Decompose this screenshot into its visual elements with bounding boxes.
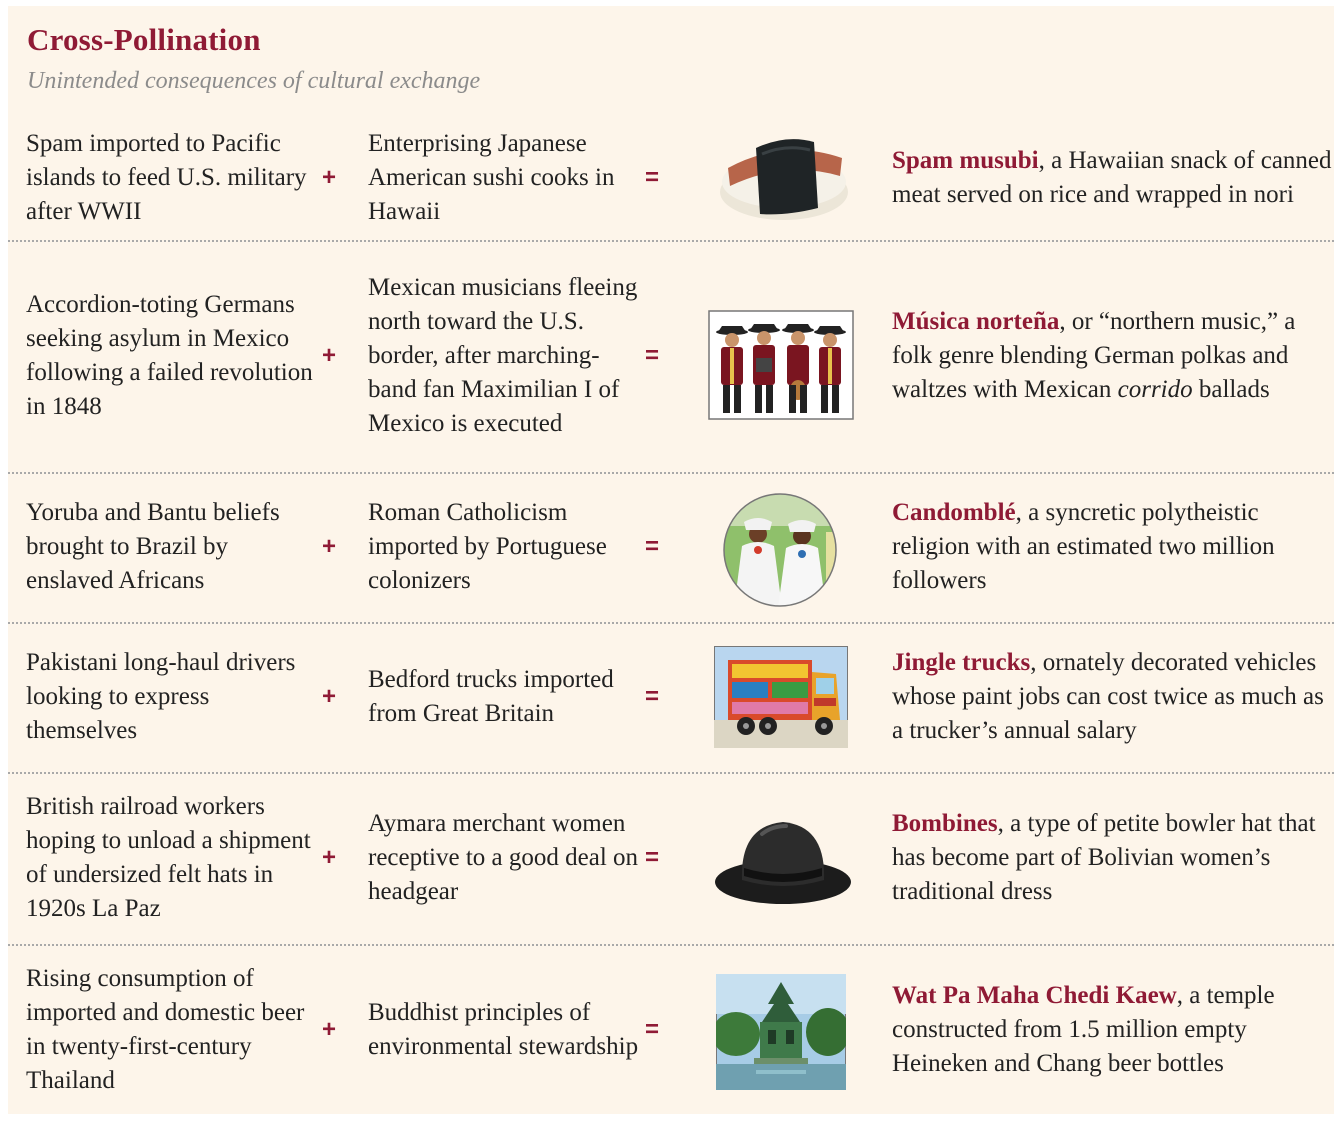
plus-sign: +: [322, 342, 337, 369]
spam-musubi-icon: [714, 120, 854, 230]
cause-first: Spam imported to Pacific islands to feed U.S. military after WWII: [26, 130, 307, 225]
cross-pollination-panel: [8, 6, 1334, 1114]
result-term: Spam musubi: [892, 147, 1039, 174]
cause-first: Accordion-toting Germans seeking asylum in Mexico following a failed revolution in 1848: [26, 291, 313, 420]
equals-sign: =: [645, 1016, 660, 1043]
cause-second: Mexican musicians fleeing north toward the U.S. border, after marching-band fan Maximilian I of Mexico is executed: [368, 274, 638, 437]
equals-sign: =: [645, 342, 660, 369]
cause-second: Roman Catholicism imported by Portuguese colonizers: [368, 499, 607, 594]
plus-sign: +: [322, 844, 337, 871]
cause-second: Bedford trucks imported from Great Britain: [368, 666, 614, 727]
table-row: [8, 116, 1334, 242]
result: [892, 144, 1332, 212]
result-description: , ornately decorated vehicles whose paint jobs can cost twice as much as a trucker’s annual salary: [892, 649, 1324, 744]
plus-sign: +: [322, 533, 337, 560]
table-row: [8, 472, 1334, 624]
result-description-after: ballads: [1192, 376, 1270, 403]
table-row: [8, 946, 1334, 1114]
result: [892, 305, 1332, 407]
result: [892, 496, 1332, 598]
result-description: , a syncretic polytheistic religion with an estimated two million followers: [892, 499, 1275, 594]
cause-first: Yoruba and Bantu beliefs brought to Brazil by enslaved Africans: [26, 499, 280, 594]
table-row: [8, 622, 1334, 774]
result: [892, 646, 1332, 748]
result: [892, 807, 1332, 909]
bottle-temple-icon: [716, 974, 846, 1090]
cause-second: Aymara merchant women receptive to a good deal on headgear: [368, 810, 639, 905]
cause-first: British railroad workers hoping to unload a shipment of undersized felt hats in 1920s La Paz: [26, 793, 311, 922]
table-row: [8, 240, 1334, 474]
page-title: Cross-Pollination: [27, 22, 261, 57]
candomble-dancers-icon: [722, 492, 838, 608]
result-term: Wat Pa Maha Chedi Kaew: [892, 982, 1177, 1009]
result-term: Música norteña: [892, 308, 1060, 335]
table-row: [8, 772, 1334, 946]
cause-first: Pakistani long-haul drivers looking to express themselves: [26, 649, 296, 744]
plus-sign: +: [322, 1016, 337, 1043]
result: [892, 979, 1332, 1081]
plus-sign: +: [322, 164, 337, 191]
cause-second: Buddhist principles of environmental stewardship: [368, 999, 639, 1060]
result-description: , a Hawaiian snack of canned meat served on rice and wrapped in nori: [892, 147, 1332, 208]
result-term: Candomblé: [892, 499, 1016, 526]
result-description-before: , or “northern music,” a folk genre blending German polkas and waltzes with Mexican: [892, 308, 1296, 403]
equals-sign: =: [645, 533, 660, 560]
result-description: , a temple constructed from 1.5 million empty Heineken and Chang beer bottles: [892, 982, 1275, 1077]
cause-first: Rising consumption of imported and domestic beer in twenty-first-century Thailand: [26, 965, 305, 1094]
bowler-hat-icon: [710, 802, 856, 914]
plus-sign: +: [322, 683, 337, 710]
jingle-truck-icon: [714, 646, 848, 748]
cause-second: Enterprising Japanese American sushi cooks in Hawaii: [368, 130, 615, 225]
result-term: Jingle trucks: [892, 649, 1031, 676]
result-term: Bombines: [892, 810, 998, 837]
result-description: , a type of petite bowler hat that has become part of Bolivian women’s traditional dress: [892, 810, 1316, 905]
equals-sign: =: [645, 844, 660, 871]
result-description-italic: corrido: [1117, 376, 1193, 403]
page-subtitle: Unintended consequences of cultural exchange: [27, 68, 481, 94]
equals-sign: =: [645, 683, 660, 710]
equals-sign: =: [645, 164, 660, 191]
norteno-band-icon: [708, 310, 854, 420]
